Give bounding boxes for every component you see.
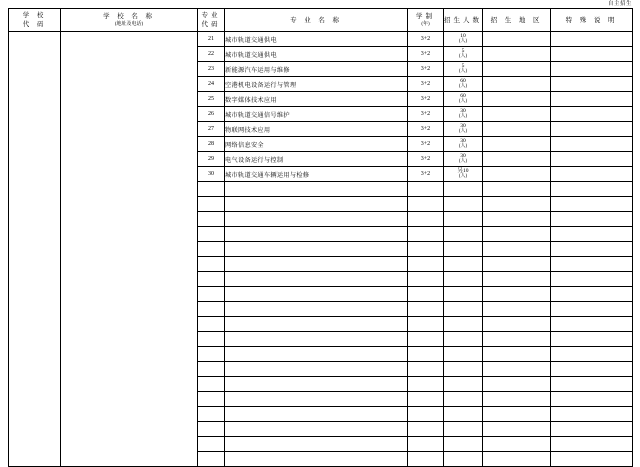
- cell-major-code: 29: [198, 152, 225, 167]
- cell-region: [483, 302, 551, 317]
- header-school-code-line1: 学 校: [22, 12, 47, 19]
- cell-plan: [444, 47, 483, 62]
- cell-remark: [551, 347, 633, 362]
- header-plan-line1: 招生人数: [444, 16, 482, 24]
- cell-major-name: 新能源汽车运用与维修: [225, 62, 408, 77]
- plan-unit: (人): [458, 84, 468, 89]
- cell-years: [408, 182, 444, 197]
- cell-major-name: [225, 422, 408, 437]
- cell-years: [408, 392, 444, 407]
- cell-plan: [444, 452, 483, 467]
- cell-remark: [551, 452, 633, 467]
- cell-remark: [551, 197, 633, 212]
- header-major-code: [198, 9, 225, 32]
- header-major-name: [225, 9, 408, 32]
- corner-note: 自主招生: [607, 1, 632, 7]
- cell-major-name: [225, 182, 408, 197]
- header-remark-line1: 特 殊 说 明: [565, 16, 618, 24]
- cell-major-code: [198, 392, 225, 407]
- cell-plan: [444, 272, 483, 287]
- cell-major-code: 24: [198, 77, 225, 92]
- cell-major-name: 城市轨道交通供电: [225, 47, 408, 62]
- cell-major-code: 25: [198, 92, 225, 107]
- header-years: [408, 9, 444, 32]
- cell-major-name: [225, 242, 408, 257]
- cell-remark: [551, 257, 633, 272]
- cell-remark: [551, 332, 633, 347]
- cell-major-code: [198, 272, 225, 287]
- cell-major-code: [198, 407, 225, 422]
- cell-major-code: [198, 242, 225, 257]
- cell-major-name: [225, 377, 408, 392]
- cell-region: [483, 212, 551, 227]
- cell-years: [408, 362, 444, 377]
- header-school-name: [61, 9, 198, 32]
- cell-years: [408, 422, 444, 437]
- cell-plan: [444, 182, 483, 197]
- table-body: [9, 32, 633, 467]
- cell-plan: [444, 392, 483, 407]
- cell-years: 3+2: [408, 92, 444, 107]
- cell-major-code: [198, 362, 225, 377]
- cell-plan: [444, 227, 483, 242]
- header-school-code: [9, 9, 61, 32]
- cell-region: [483, 197, 551, 212]
- cell-years: 3+2: [408, 107, 444, 122]
- cell-years: 3+2: [408, 167, 444, 182]
- plan-unit: (人): [458, 144, 468, 149]
- cell-major-code: [198, 437, 225, 452]
- cell-years: 3+2: [408, 32, 444, 47]
- cell-years: [408, 287, 444, 302]
- cell-major-name: 物联网技术应用: [225, 122, 408, 137]
- plan-number: 30: [460, 107, 466, 114]
- cell-region: [483, 257, 551, 272]
- cell-plan: [444, 77, 483, 92]
- cell-plan: [444, 257, 483, 272]
- plan-unit: (人): [458, 54, 468, 59]
- cell-plan: [444, 362, 483, 377]
- cell-major-name: [225, 347, 408, 362]
- cell-remark: [551, 77, 633, 92]
- cell-years: 3+2: [408, 122, 444, 137]
- cell-remark: [551, 152, 633, 167]
- cell-remark: [551, 212, 633, 227]
- header-region-line1: 招 生 地 区: [490, 16, 543, 24]
- cell-region: [483, 437, 551, 452]
- cell-major-name: [225, 392, 408, 407]
- cell-major-name: [225, 197, 408, 212]
- cell-remark: [551, 62, 633, 77]
- cell-region: [483, 392, 551, 407]
- cell-major-name: [225, 272, 408, 287]
- cell-plan: [444, 437, 483, 452]
- cell-major-code: 30: [198, 167, 225, 182]
- header-major-name-line1: 专 业 名 称: [290, 16, 342, 24]
- cell-major-name: 数字媒体技术应用: [225, 92, 408, 107]
- cell-major-name: [225, 257, 408, 272]
- cell-remark: [551, 32, 633, 47]
- plan-unit: (人): [458, 99, 468, 104]
- header-school-code-line2: 代 码: [22, 21, 47, 28]
- cell-major-code: 27: [198, 122, 225, 137]
- cell-major-code: [198, 257, 225, 272]
- plan-number: 5: [461, 62, 465, 69]
- cell-years: [408, 377, 444, 392]
- cell-remark: [551, 392, 633, 407]
- header-school-name-line1: 学 校 名 称: [103, 13, 155, 20]
- plan-number: 60: [460, 92, 466, 99]
- cell-region: [483, 272, 551, 287]
- table-row: [9, 32, 633, 47]
- header-school-name-sub: (地址及电话): [114, 22, 144, 27]
- plan-unit: (人): [458, 39, 468, 44]
- cell-plan: [444, 242, 483, 257]
- plan-unit: (人): [458, 114, 468, 119]
- cell-region: [483, 32, 551, 47]
- cell-major-code: 23: [198, 62, 225, 77]
- plan-number: 10: [460, 32, 466, 39]
- cell-region: [483, 77, 551, 92]
- cell-remark: [551, 317, 633, 332]
- plan-unit: (人): [458, 159, 468, 164]
- plan-number: 30: [460, 137, 466, 144]
- cell-major-name: [225, 332, 408, 347]
- cell-years: [408, 317, 444, 332]
- cell-region: [483, 347, 551, 362]
- cell-major-code: 26: [198, 107, 225, 122]
- cell-years: 3+2: [408, 137, 444, 152]
- cell-remark: [551, 167, 633, 182]
- cell-major-name: 城市轨道交通供电: [225, 32, 408, 47]
- cell-region: [483, 47, 551, 62]
- plan-number: 30: [460, 152, 466, 159]
- cell-region: [483, 317, 551, 332]
- cell-years: [408, 332, 444, 347]
- cell-plan: [444, 62, 483, 77]
- cell-major-code: [198, 302, 225, 317]
- cell-major-code: [198, 317, 225, 332]
- cell-major-name: [225, 452, 408, 467]
- cell-plan: [444, 152, 483, 167]
- plan-number: 60: [460, 77, 466, 84]
- cell-remark: [551, 287, 633, 302]
- header-region: [483, 9, 551, 32]
- cell-years: [408, 212, 444, 227]
- cell-region: [483, 107, 551, 122]
- cell-major-code: [198, 287, 225, 302]
- cell-plan: [444, 212, 483, 227]
- cell-plan: [444, 287, 483, 302]
- cell-major-name: [225, 287, 408, 302]
- header-major-code-line2: 代码: [201, 21, 221, 28]
- cell-region: [483, 152, 551, 167]
- header-years-sub: (年): [421, 22, 430, 27]
- cell-remark: [551, 137, 633, 152]
- cell-remark: [551, 407, 633, 422]
- cell-major-code: 21: [198, 32, 225, 47]
- cell-major-code: [198, 212, 225, 227]
- cell-major-name: [225, 302, 408, 317]
- cell-major-name: 空港机电设备运行与管理: [225, 77, 408, 92]
- cell-major-name: 电气设备运行与控制: [225, 152, 408, 167]
- cell-years: [408, 437, 444, 452]
- cell-plan: [444, 167, 483, 182]
- cell-major-name: [225, 227, 408, 242]
- cell-years: [408, 257, 444, 272]
- cell-region: [483, 332, 551, 347]
- cell-region: [483, 407, 551, 422]
- plan-unit: (人): [458, 174, 468, 179]
- cell-remark: [551, 92, 633, 107]
- cell-major-code: [198, 347, 225, 362]
- cell-remark: [551, 302, 633, 317]
- cell-years: [408, 272, 444, 287]
- cell-remark: [551, 242, 633, 257]
- cell-remark: [551, 182, 633, 197]
- cell-plan: [444, 317, 483, 332]
- cell-major-name: [225, 407, 408, 422]
- cell-major-code: [198, 452, 225, 467]
- header-plan: [444, 9, 483, 32]
- cell-remark: [551, 377, 633, 392]
- cell-major-code: 22: [198, 47, 225, 62]
- cell-plan: [444, 137, 483, 152]
- cell-major-name: 城市轨道交通车辆运用与检修: [225, 167, 408, 182]
- cell-plan: [444, 107, 483, 122]
- plan-number: 5: [461, 47, 465, 54]
- cell-school-code: [9, 32, 61, 467]
- cell-major-name: 城市轨道交通信号维护: [225, 107, 408, 122]
- cell-years: [408, 227, 444, 242]
- cell-major-code: [198, 332, 225, 347]
- cell-major-code: [198, 197, 225, 212]
- cell-major-code: [198, 182, 225, 197]
- cell-remark: [551, 107, 633, 122]
- cell-years: [408, 407, 444, 422]
- cell-major-name: [225, 212, 408, 227]
- cell-region: [483, 62, 551, 77]
- cell-years: [408, 197, 444, 212]
- cell-years: 3+2: [408, 62, 444, 77]
- cell-years: 3+2: [408, 47, 444, 62]
- cell-major-code: [198, 227, 225, 242]
- cell-major-name: [225, 437, 408, 452]
- cell-major-name: [225, 317, 408, 332]
- cell-years: [408, 242, 444, 257]
- cell-region: [483, 377, 551, 392]
- cell-region: [483, 92, 551, 107]
- cell-school-name: [61, 32, 198, 467]
- header-major-code-line1: 专业: [201, 12, 221, 19]
- cell-major-code: 28: [198, 137, 225, 152]
- cell-plan: [444, 92, 483, 107]
- cell-remark: [551, 362, 633, 377]
- cell-region: [483, 182, 551, 197]
- cell-plan: [444, 347, 483, 362]
- cell-plan: [444, 32, 483, 47]
- cell-region: [483, 137, 551, 152]
- cell-plan: [444, 197, 483, 212]
- plan-unit: (人): [458, 129, 468, 134]
- cell-plan: [444, 332, 483, 347]
- cell-plan: [444, 302, 483, 317]
- plan-number: 30: [460, 122, 466, 129]
- header-years-line1: 学制: [416, 13, 435, 20]
- cell-remark: [551, 422, 633, 437]
- cell-years: [408, 347, 444, 362]
- cell-years: 3+2: [408, 77, 444, 92]
- cell-remark: [551, 272, 633, 287]
- cell-region: [483, 227, 551, 242]
- cell-years: 3+2: [408, 152, 444, 167]
- cell-plan: [444, 407, 483, 422]
- cell-region: [483, 452, 551, 467]
- cell-region: [483, 287, 551, 302]
- cell-region: [483, 362, 551, 377]
- header-remark: [551, 9, 633, 32]
- cell-major-name: [225, 362, 408, 377]
- cell-region: [483, 422, 551, 437]
- cell-major-code: [198, 377, 225, 392]
- cell-major-code: [198, 422, 225, 437]
- enrollment-plan-table: [8, 8, 633, 467]
- cell-plan: [444, 377, 483, 392]
- cell-remark: [551, 47, 633, 62]
- cell-plan: [444, 122, 483, 137]
- cell-major-name: 网络信息安全: [225, 137, 408, 152]
- cell-remark: [551, 437, 633, 452]
- cell-region: [483, 242, 551, 257]
- cell-region: [483, 167, 551, 182]
- table-header: [9, 9, 633, 32]
- cell-plan: [444, 422, 483, 437]
- cell-region: [483, 122, 551, 137]
- cell-years: [408, 302, 444, 317]
- cell-years: [408, 452, 444, 467]
- cell-remark: [551, 122, 633, 137]
- plan-unit: (人): [458, 69, 468, 74]
- plan-number: 另10: [457, 167, 469, 174]
- cell-remark: [551, 227, 633, 242]
